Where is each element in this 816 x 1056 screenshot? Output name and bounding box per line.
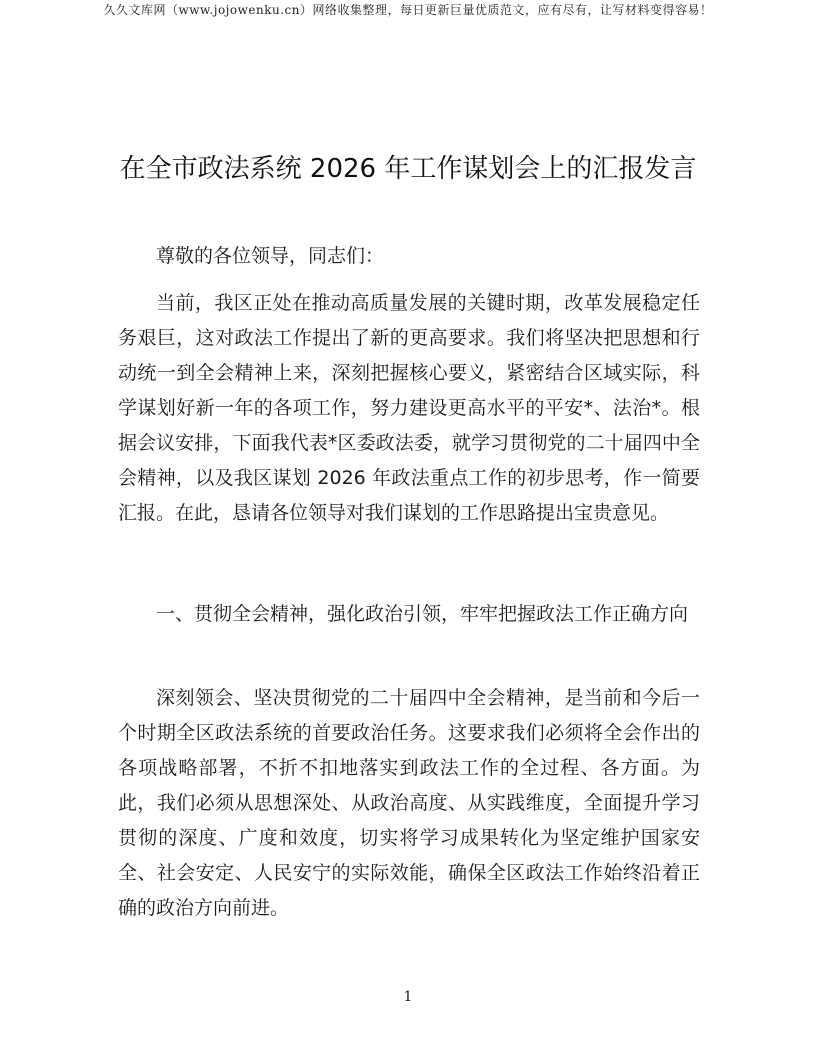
section-heading-1: [118, 597, 700, 632]
greeting-text: 尊敬的各位领导，同志们：: [156, 245, 385, 267]
document-paragraph-2: [118, 681, 700, 926]
document-paragraph-1: [118, 286, 700, 531]
section-heading-text: 一、贯彻全会精神，强化政治引领，牢牢把握政法工作正确方向: [156, 603, 689, 625]
page-number: 1: [403, 989, 413, 1005]
paragraph-text: 深刻领会、坚决贯彻党的二十届四中全会精神，是当前和今后一个时期全区政法系统的首要政治任务。这要求我们必须将全会作出的各项战略部署，不折不扣地落实到政法工作的全过程、各方面。为此，我们必须从思想深处、从政治高度、从实践维度，全面提升学习贯彻的深度、广度和效度，切实将学习成果转化为坚定维护国家安全、社会安定、人民安宁的实际效能，确保全区政法工作始终沿着正确的政治方向前进。: [118, 687, 700, 919]
site-watermark-header: 久久文库网（www.jojowenku.cn）网络收集整理，每日更新巨量优质范文，应有尽有，让写材料变得容易！: [103, 3, 713, 17]
document-title: 在全市政法系统 2026 年工作谋划会上的汇报发言: [119, 154, 697, 184]
paragraph-text: 当前，我区正处在推动高质量发展的关键时期，改革发展稳定任务艰巨，这对政法工作提出了新的更高要求。我们将坚决把思想和行动统一到全会精神上来，深刻把握核心要义，紧密结合区域实际，科学谋划好新一年的各项工作，努力建设更高水平的平安*、法治*。根据会议安排，下面我代表*区委政法委，就学习贯彻党的二十届四中全会精神，以及我区谋划 2026 年政法重点工作的初步思考，作一简要汇报。在此，恳请各位领导对我们谋划的工作思路提出宝贵意见。: [118, 292, 700, 524]
document-greeting: [118, 239, 700, 274]
